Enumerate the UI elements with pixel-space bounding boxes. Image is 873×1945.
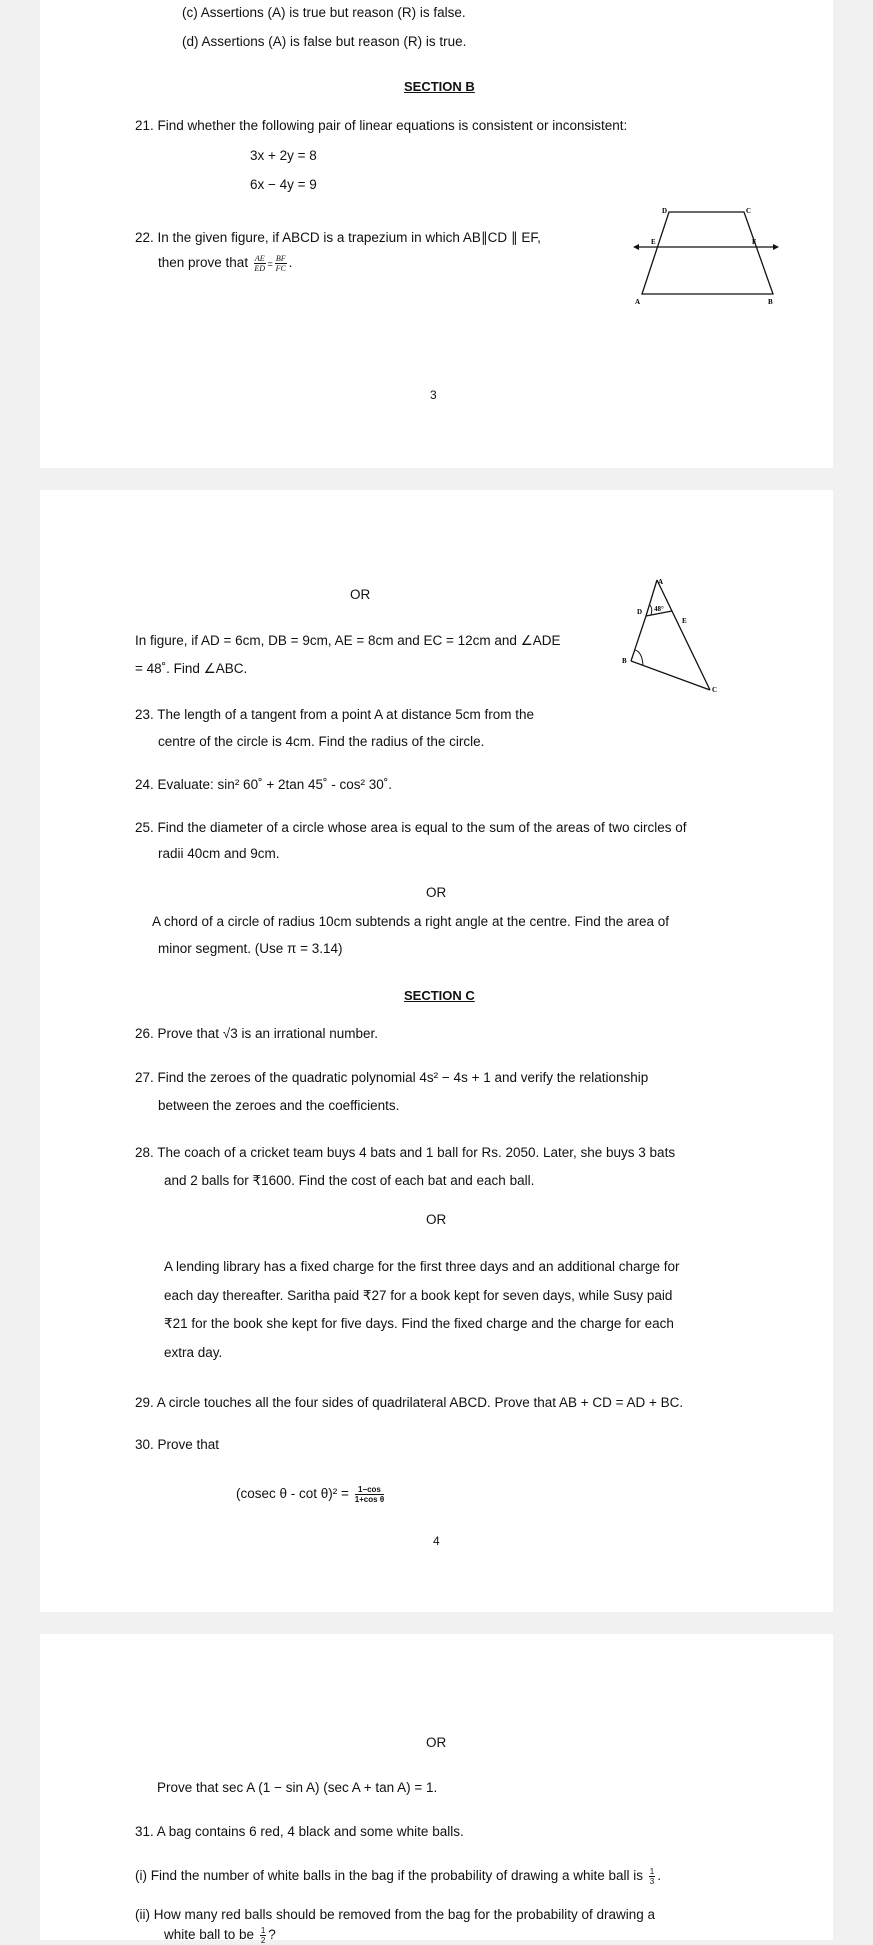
- q30-numerator: 1−cos: [355, 1485, 384, 1495]
- page-number-4: 4: [433, 1534, 440, 1548]
- label-b: B: [622, 657, 627, 665]
- question-28-line2: and 2 balls for ₹1600. Find the cost of each bat and each ball.: [164, 1173, 535, 1188]
- arrow-left: [633, 244, 639, 250]
- q22-fraction-bf-fc: [275, 254, 287, 273]
- or-1-line1: In figure, if AD = 6cm, DB = 9cm, AE = 8cm and EC = 12cm and ∠ADE: [135, 633, 561, 648]
- question-25-line2: radii 40cm and 9cm.: [158, 846, 280, 861]
- question-31-part-ii-line1: (ii) How many red balls should be removed from the bag for the probability of drawing a: [135, 1907, 656, 1922]
- page-2: [40, 490, 833, 1612]
- question-27-line2: between the zeroes and the coefficients.: [158, 1098, 400, 1113]
- q30-lhs: (cosec θ - cot θ)² =: [236, 1486, 349, 1502]
- label-e: E: [651, 238, 656, 246]
- page-3: [40, 1634, 833, 1945]
- trapezium-figure: [590, 200, 790, 310]
- q22-fraction-ae-ed: [254, 254, 266, 273]
- question-29: 29. A circle touches all the four sides of quadrilateral ABCD. Prove that AB + CD = AD + BC.: [135, 1395, 684, 1410]
- q31-ii-num: 1: [260, 1926, 266, 1935]
- label-e: E: [682, 617, 687, 625]
- q31-ii-den: 2: [260, 1936, 266, 1945]
- or-3-line4: extra day.: [164, 1345, 223, 1360]
- label-b: B: [768, 298, 773, 306]
- question-25-line1: 25. Find the diameter of a circle whose area is equal to the sum of the areas of two circles of: [135, 820, 687, 835]
- or-1: OR: [350, 587, 371, 602]
- label-d: D: [662, 207, 668, 215]
- or-3-line3: ₹21 for the book she kept for five days. Find the fixed charge and the charge for each: [164, 1316, 674, 1331]
- q22-frac2-den: FC: [275, 264, 286, 273]
- question-31-part-i: [135, 1867, 661, 1886]
- question-30: 30. Prove that: [135, 1437, 220, 1452]
- question-21: 21. Find whether the following pair of linear equations is consistent or inconsistent:: [135, 118, 628, 133]
- q22-equals: =: [267, 259, 273, 270]
- or-3-line2: each day thereafter. Saritha paid ₹27 for a book kept for seven days, while Susy paid: [164, 1288, 673, 1303]
- page-1: [40, 0, 833, 468]
- or-4-text: Prove that sec A (1 − sin A) (sec A + tan A) = 1.: [157, 1780, 438, 1795]
- question-28-line1: 28. The coach of a cricket team buys 4 bats and 1 ball for Rs. 2050. Later, she buys 3 bats: [135, 1145, 676, 1160]
- arrow-right: [773, 244, 779, 250]
- question-23-line2: centre of the circle is 4cm. Find the radius of the circle.: [158, 734, 485, 749]
- q30-fraction: [355, 1485, 384, 1504]
- q21-equation-1: 3x + 2y = 8: [250, 148, 317, 163]
- question-31: 31. A bag contains 6 red, 4 black and some white balls.: [135, 1824, 464, 1839]
- question-24: 24. Evaluate: sin² 60˚ + 2tan 45˚ - cos² 30˚.: [135, 777, 393, 792]
- label-a: A: [658, 578, 664, 586]
- q22-frac1-den: ED: [254, 264, 266, 273]
- question-22-line1: 22. In the given figure, if ABCD is a trapezium in which AB∥CD ∥ EF,: [135, 230, 541, 245]
- q31-ii-text: white ball to be: [164, 1927, 255, 1943]
- q22-frac2-num: BF: [275, 254, 286, 263]
- or-4: OR: [426, 1735, 447, 1750]
- q30-denominator: 1+cos θ: [354, 1495, 385, 1504]
- question-26: 26. Prove that √3 is an irrational number.: [135, 1026, 379, 1041]
- question-27-line1: 27. Find the zeroes of the quadratic polynomial 4s² − 4s + 1 and verify the relationship: [135, 1070, 649, 1085]
- section-b-heading: SECTION B: [404, 79, 475, 94]
- q31-i-text: (i) Find the number of white balls in the bag if the probability of drawing a white ball is: [135, 1868, 644, 1884]
- page-number-3: 3: [430, 388, 437, 402]
- triangle-figure: [590, 578, 730, 708]
- q30-identity: [236, 1485, 386, 1504]
- q22-prefix: then prove that: [158, 255, 249, 271]
- question-23-line1: 23. The length of a tangent from a point A at distance 5cm from the: [135, 707, 534, 722]
- or-2-line1: A chord of a circle of radius 10cm subtends a right angle at the centre. Find the area of: [152, 914, 670, 929]
- angle-ade-arc: [650, 605, 652, 615]
- question-31-part-ii-line2: [164, 1926, 276, 1945]
- trapezium-shape: [642, 212, 773, 294]
- label-d: D: [637, 608, 643, 616]
- q31-i-fraction: [649, 1867, 655, 1886]
- label-c: C: [746, 207, 752, 215]
- or-3-line1: A lending library has a fixed charge for the first three days and an additional charge for: [164, 1259, 680, 1274]
- label-f: F: [752, 238, 757, 246]
- q22-frac1-num: AE: [254, 254, 265, 263]
- q31-ii-qmark: ?: [268, 1927, 276, 1943]
- or-2-line2: minor segment. (Use π = 3.14): [158, 941, 343, 956]
- option-c: (c) Assertions (A) is true but reason (R) is false.: [182, 5, 466, 20]
- or-3: OR: [426, 1212, 447, 1227]
- label-a: A: [635, 298, 641, 306]
- q31-i-period: .: [657, 1868, 662, 1884]
- section-c-heading: SECTION C: [404, 988, 475, 1003]
- q31-i-den: 3: [649, 1877, 655, 1886]
- q31-ii-fraction: [260, 1926, 266, 1945]
- q31-i-num: 1: [649, 1867, 655, 1876]
- question-22-line2: [158, 254, 292, 273]
- q21-equation-2: 6x − 4y = 9: [250, 177, 317, 192]
- label-48-degrees: 48°: [654, 605, 664, 613]
- option-d: (d) Assertions (A) is false but reason (R) is true.: [182, 34, 467, 49]
- q22-period: .: [288, 255, 293, 271]
- or-1-line2: = 48˚. Find ∠ABC.: [135, 661, 248, 676]
- label-c: C: [712, 686, 718, 694]
- or-2: OR: [426, 885, 447, 900]
- side-db: [631, 616, 646, 661]
